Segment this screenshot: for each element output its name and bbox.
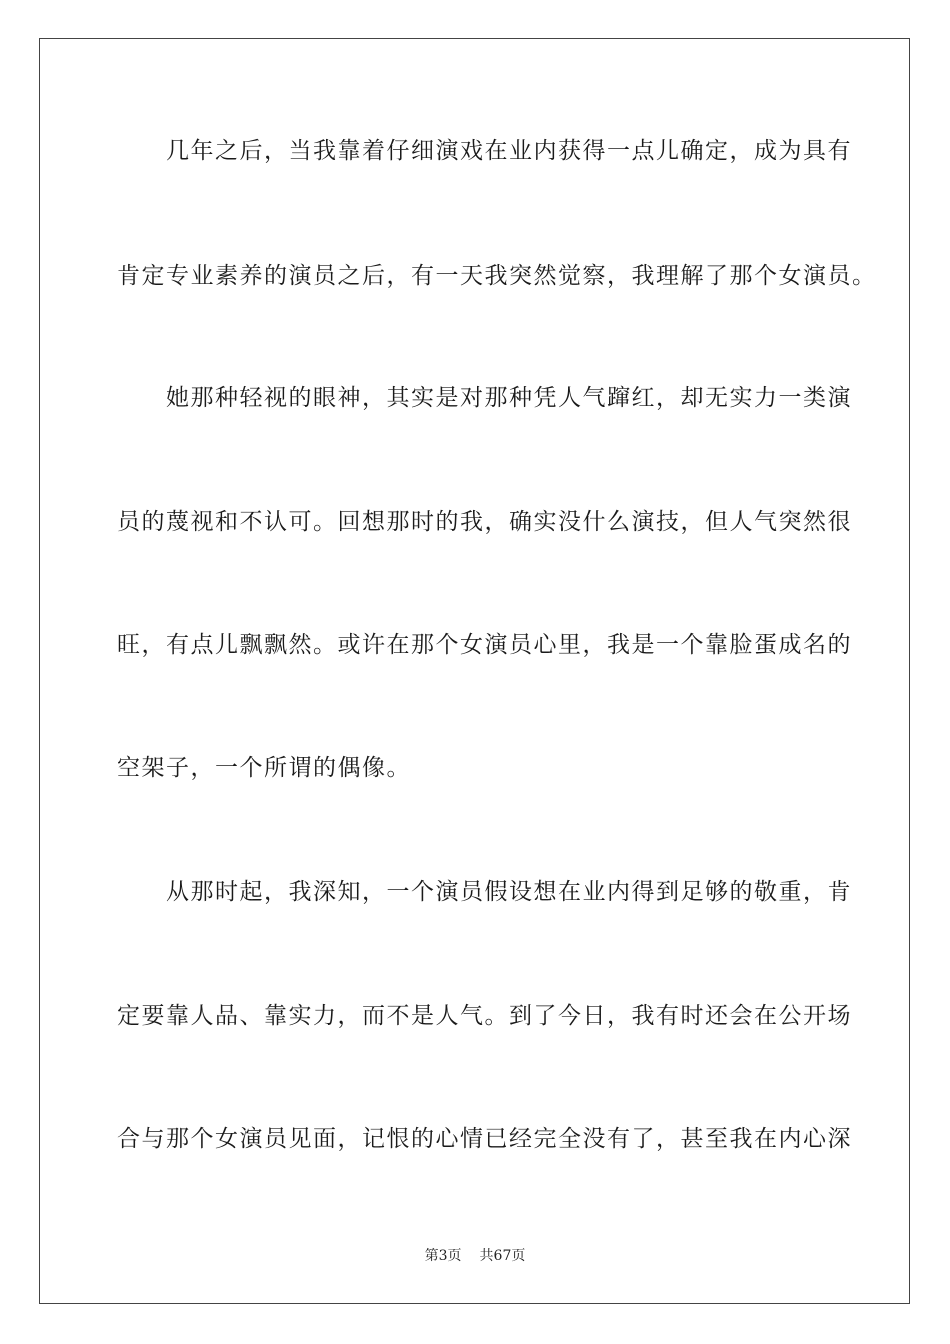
- paragraph-line: 员的蔑视和不认可。回想那时的我，确实没什么演技，但人气突然很: [117, 509, 852, 535]
- paragraph-line: 肯定专业素养的演员之后，有一天我突然觉察，我理解了那个女演员。: [117, 263, 877, 289]
- paragraph-line: 空架子，一个所谓的偶像。: [117, 755, 411, 781]
- paragraph-line: 从那时起，我深知，一个演员假设想在业内得到足够的敬重，肯: [117, 879, 852, 905]
- page-border: [39, 38, 910, 1304]
- page-total: 共67页: [479, 1248, 526, 1264]
- paragraph-line: 旺，有点儿飘飘然。或许在那个女演员心里，我是一个靠脸蛋成名的: [117, 632, 852, 658]
- paragraph-line: 她那种轻视的眼神，其实是对那种凭人气蹿红，却无实力一类演: [117, 385, 852, 411]
- paragraph-line: 几年之后，当我靠着仔细演戏在业内获得一点儿确定，成为具有: [117, 138, 852, 164]
- page-footer: [0, 1247, 950, 1265]
- paragraph-line: 合与那个女演员见面，记恨的心情已经完全没有了，甚至我在内心深: [117, 1126, 852, 1152]
- paragraph-line: 定要靠人品、靠实力，而不是人气。到了今日，我有时还会在公开场: [117, 1003, 852, 1029]
- page-number: 第3页: [424, 1248, 462, 1264]
